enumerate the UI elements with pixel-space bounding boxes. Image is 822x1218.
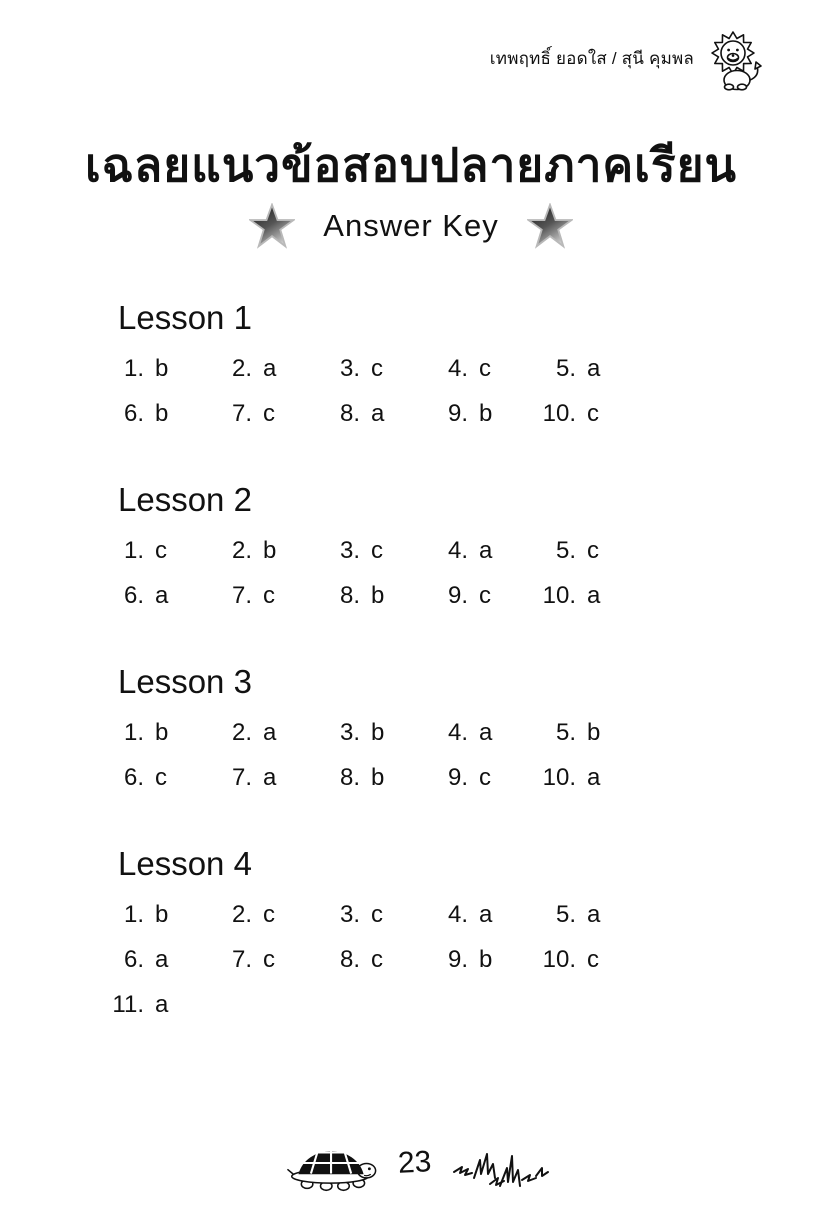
answer-number: 5. (555, 355, 576, 382)
star-icon (527, 203, 573, 249)
answer-choice: c (587, 400, 599, 427)
answer-choice: a (155, 946, 169, 973)
answer-item (108, 400, 216, 428)
answer-item (324, 719, 432, 747)
answer-number: 5. (555, 901, 576, 928)
answer-choice: a (155, 582, 169, 609)
answer-number: 7. (231, 400, 252, 427)
answer-choice: b (371, 582, 385, 609)
answer-item (432, 355, 540, 383)
answer-item (324, 901, 432, 929)
lion-icon (706, 30, 770, 92)
answer-choice: c (479, 355, 491, 382)
answer-item (108, 764, 216, 792)
answer-choice: c (263, 946, 275, 973)
answer-choice: b (479, 946, 493, 973)
answer-choice: a (371, 400, 385, 427)
answer-item (216, 537, 324, 565)
answer-number: 2. (231, 901, 252, 928)
answer-choice: c (371, 355, 383, 382)
lesson-heading: Lesson 2 (118, 481, 252, 518)
answer-number: 9. (447, 400, 468, 427)
answer-number: 2. (231, 355, 252, 382)
answers-grid (108, 537, 762, 610)
answer-number: 3. (339, 719, 360, 746)
answer-number: 5. (555, 719, 576, 746)
answer-item (324, 355, 432, 383)
page-title-thai: เฉลยแนวข้อสอบปลายภาคเรียน (84, 139, 738, 191)
answer-choice: c (263, 901, 275, 928)
answer-number: 6. (123, 400, 144, 427)
answer-number: 4. (447, 537, 468, 564)
answer-item (540, 537, 648, 565)
answer-item (540, 764, 648, 792)
lesson-section (108, 480, 762, 610)
answer-item (432, 582, 540, 610)
answer-item (324, 537, 432, 565)
answer-key-row (0, 203, 822, 249)
answer-item (216, 764, 324, 792)
answer-number: 2. (231, 537, 252, 564)
lesson-section (108, 662, 762, 792)
lesson-heading: Lesson 3 (118, 663, 252, 700)
answer-choice: b (371, 764, 385, 791)
answer-item (432, 764, 540, 792)
answer-item (324, 582, 432, 610)
answer-item (324, 400, 432, 428)
answer-number: 6. (123, 946, 144, 973)
answer-choice: a (479, 901, 493, 928)
answer-number: 5. (555, 537, 576, 564)
answer-number: 10. (542, 582, 576, 609)
answer-number: 8. (339, 400, 360, 427)
answer-choice: c (371, 946, 383, 973)
answer-choice: a (155, 991, 169, 1018)
authors-text: เทพฤทธิ์ ยอดใส / สุนี คุมพล (489, 48, 694, 68)
lesson-heading: Lesson 1 (118, 299, 252, 336)
answer-item (108, 537, 216, 565)
answer-choice: a (479, 719, 493, 746)
answer-item (432, 946, 540, 974)
answer-number: 10. (542, 400, 576, 427)
answer-choice: c (371, 901, 383, 928)
page-header (490, 30, 770, 92)
answer-choice: a (587, 764, 601, 791)
answer-item (324, 764, 432, 792)
answer-number: 10. (542, 946, 576, 973)
answer-choice: c (587, 537, 599, 564)
turtle-icon (286, 1130, 378, 1196)
answer-item (540, 400, 648, 428)
page-footer (0, 1130, 822, 1196)
answer-choice: c (479, 582, 491, 609)
answer-choice: c (371, 537, 383, 564)
answer-number: 3. (339, 901, 360, 928)
answer-number: 1. (123, 537, 144, 564)
answers-grid (108, 719, 762, 792)
answer-item (108, 582, 216, 610)
answer-item (108, 946, 216, 974)
answer-choice: a (263, 355, 277, 382)
answer-number: 1. (123, 901, 144, 928)
answer-choice: b (479, 400, 493, 427)
answer-number: 6. (123, 764, 144, 791)
answer-item (540, 901, 648, 929)
answer-choice: a (263, 764, 277, 791)
answer-choice: a (479, 537, 493, 564)
page-number: 23 (397, 1145, 433, 1180)
answer-choice: b (155, 400, 169, 427)
answer-number: 8. (339, 946, 360, 973)
answer-item (540, 946, 648, 974)
answer-item (432, 537, 540, 565)
answer-item (324, 946, 432, 974)
grass-icon (452, 1134, 552, 1192)
answer-number: 11. (112, 991, 144, 1018)
answer-choice: a (263, 719, 277, 746)
answers-grid (108, 355, 762, 428)
answer-number: 3. (339, 537, 360, 564)
answer-choice: a (587, 355, 601, 382)
answer-number: 7. (231, 764, 252, 791)
answer-choice: c (263, 582, 275, 609)
answer-item (432, 901, 540, 929)
star-icon (249, 203, 295, 249)
answer-number: 8. (339, 582, 360, 609)
answer-choice: b (155, 719, 169, 746)
answer-number: 10. (542, 764, 576, 791)
answer-item (108, 719, 216, 747)
answer-item (216, 400, 324, 428)
answer-number: 8. (339, 764, 360, 791)
answer-choice: a (587, 582, 601, 609)
answer-item (216, 719, 324, 747)
answer-choice: c (155, 764, 167, 791)
answer-item (540, 355, 648, 383)
lesson-heading: Lesson 4 (118, 845, 252, 882)
answer-number: 9. (447, 764, 468, 791)
answer-item (432, 719, 540, 747)
answer-number: 3. (339, 355, 360, 382)
answer-item (540, 582, 648, 610)
answers-grid (108, 901, 762, 1019)
answer-choice: c (263, 400, 275, 427)
answer-number: 2. (231, 719, 252, 746)
answer-number: 4. (447, 355, 468, 382)
lesson-section (108, 844, 762, 1019)
answer-item (216, 901, 324, 929)
answer-number: 4. (447, 901, 468, 928)
answer-item (432, 400, 540, 428)
answer-choice: c (155, 537, 167, 564)
answer-item (108, 355, 216, 383)
answer-number: 7. (231, 582, 252, 609)
answer-item (108, 991, 216, 1019)
answer-item (216, 946, 324, 974)
answer-item (216, 355, 324, 383)
answer-item (540, 719, 648, 747)
answer-number: 1. (123, 719, 144, 746)
answer-choice: b (263, 537, 277, 564)
answer-choice: b (155, 355, 169, 382)
title-block (0, 138, 822, 249)
lessons-container (108, 298, 762, 1071)
answer-choice: a (587, 901, 601, 928)
lesson-section (108, 298, 762, 428)
answer-number: 9. (447, 582, 468, 609)
answer-choice: c (479, 764, 491, 791)
answer-choice: b (371, 719, 385, 746)
answer-choice: b (155, 901, 169, 928)
answer-number: 7. (231, 946, 252, 973)
answer-number: 4. (447, 719, 468, 746)
answer-number: 1. (123, 355, 144, 382)
page-title-english: Answer Key (323, 208, 499, 244)
answer-choice: b (587, 719, 601, 746)
answer-choice: c (587, 946, 599, 973)
answer-number: 6. (123, 582, 144, 609)
answer-item (108, 901, 216, 929)
answer-item (216, 582, 324, 610)
answer-number: 9. (447, 946, 468, 973)
